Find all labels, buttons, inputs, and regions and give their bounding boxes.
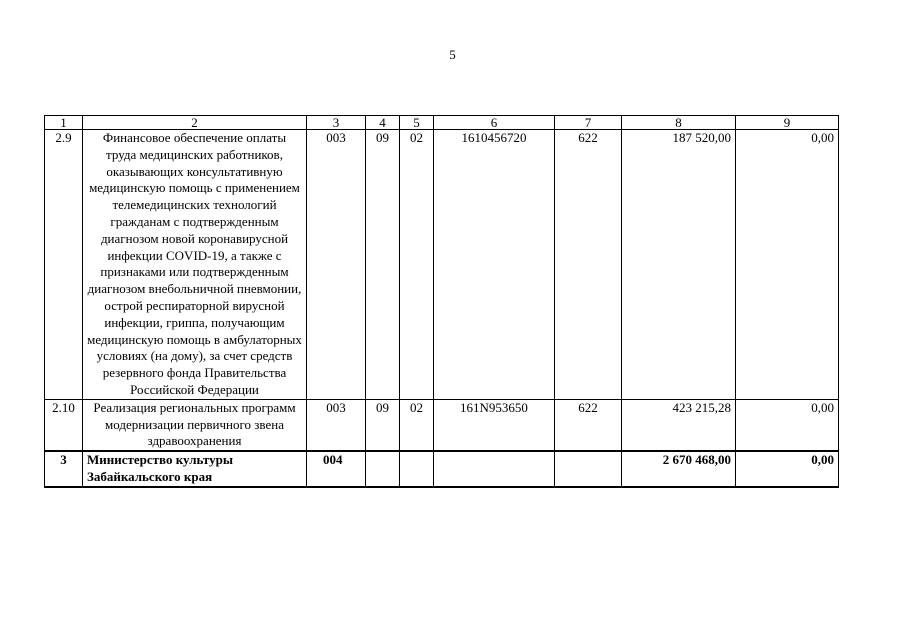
target-code: 161N953650 (434, 399, 555, 451)
subsection-code: 02 (400, 399, 434, 451)
header-cell: 7 (555, 116, 622, 130)
section-code: 09 (366, 399, 400, 451)
row-description: Финансовое обеспечение оплаты труда медицинских работников, оказывающих консультативную медицинскую помощь с применением телемедицинских технологий гражданам с подтвержденным диагнозом новой коронавирусной инфекции COVID-19, а также с признаками или подтвержденным диагнозом внебольничной пневмонии, острой респираторной вирусной инфекции, гриппа, получающим медицинскую помощь в амбулаторных условиях (на дому), за счет средств резервного фонда Правительства Российской Федерации (83, 130, 307, 400)
amount: 2 670 468,00 (622, 451, 736, 487)
header-cell: 4 (366, 116, 400, 130)
table-row (45, 130, 839, 400)
header-cell: 6 (434, 116, 555, 130)
header-cell: 3 (307, 116, 366, 130)
header-cell: 8 (622, 116, 736, 130)
page-number: 5 (449, 47, 456, 62)
amount-2: 0,00 (736, 130, 839, 400)
expense-type-code: 622 (555, 130, 622, 400)
amount-2: 0,00 (736, 451, 839, 487)
subsection-code (400, 451, 434, 487)
amount: 423 215,28 (622, 399, 736, 451)
expense-type-code (555, 451, 622, 487)
amount-2: 0,00 (736, 399, 839, 451)
section-code: 09 (366, 130, 400, 400)
subsection-code: 02 (400, 130, 434, 400)
ministry-code: 004 (307, 451, 366, 487)
ministry-code: 003 (307, 130, 366, 400)
row-number: 2.9 (45, 130, 83, 400)
table-header-row (45, 116, 839, 130)
row-number: 2.10 (45, 399, 83, 451)
row-description: Реализация региональных программ модернизации первичного звена здравоохранения (83, 399, 307, 451)
amount: 187 520,00 (622, 130, 736, 400)
header-cell: 1 (45, 116, 83, 130)
header-cell: 9 (736, 116, 839, 130)
row-number: 3 (45, 451, 83, 487)
target-code: 1610456720 (434, 130, 555, 400)
total-row (45, 451, 839, 487)
budget-table (44, 115, 839, 488)
header-cell: 2 (83, 116, 307, 130)
ministry-code: 003 (307, 399, 366, 451)
header-cell: 5 (400, 116, 434, 130)
target-code (434, 451, 555, 487)
table-row (45, 399, 839, 451)
row-description: Министерство культуры Забайкальского края (83, 451, 307, 487)
expense-type-code: 622 (555, 399, 622, 451)
section-code (366, 451, 400, 487)
